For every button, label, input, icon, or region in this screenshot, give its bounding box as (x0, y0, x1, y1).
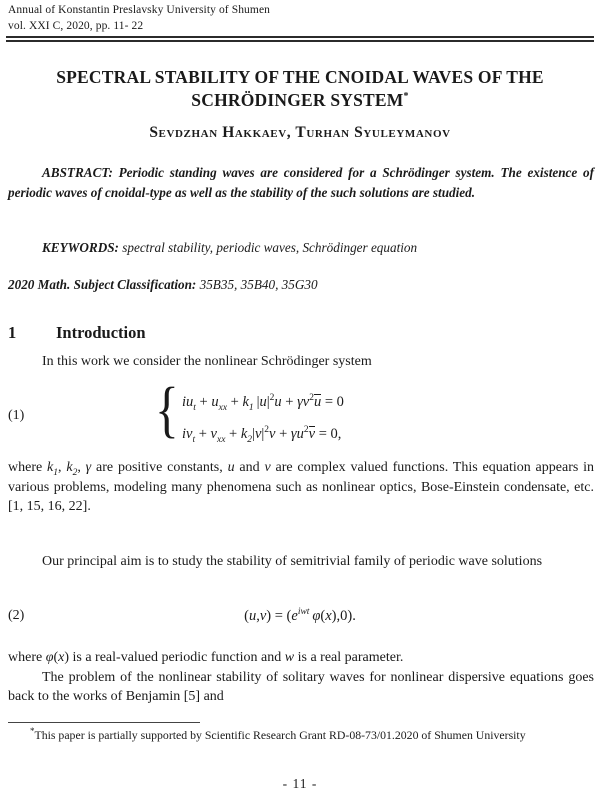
abstract-label: ABSTRACT: (42, 165, 113, 180)
abstract-text: Periodic standing waves are considered for a Schrödinger system. The existence of periodic waves of cnoidal-type as well as the stability of the such solutions are studied. (8, 165, 595, 200)
section-number: 1 (8, 323, 17, 342)
equation-1-tag: (1) (8, 408, 25, 423)
equation-1-line-2: $iv_t + v_{xx} + k_2|v|^2v + \gamma u^2v = 0$, (182, 425, 342, 445)
abstract-block (8, 163, 594, 202)
equation-1 (0, 376, 600, 450)
footnote-marker: * (30, 726, 35, 737)
page-number: - 11 - (282, 776, 318, 791)
keywords-block (8, 238, 594, 257)
equation-2-tag: (2) (8, 608, 25, 623)
header-rule-top (6, 36, 594, 38)
title-line-1: SPECTRAL STABILITY OF THE CNOIDAL WAVES OF THE (56, 67, 544, 87)
paragraph-aim: Our principal aim is to study the stability of semitrivial family of periodic wave solutions (42, 554, 543, 569)
keywords-label: KEYWORDS: (42, 240, 119, 255)
paragraph-where-1: where $k_1$, $k_2$, γ are positive constants, u and v are complex valued functions. This equation appears in various problems, modeling many phenomena such as nonlinear optics, Bose-Einstein condensate, etc. [1, 15, 16, 22]. (8, 460, 595, 515)
footnote-separator-rule (8, 722, 200, 723)
page-title (30, 66, 570, 112)
title-footnote-marker: * (403, 91, 409, 103)
paragraph-intro: In this work we consider the nonlinear Schrödinger system (42, 354, 372, 369)
footnote-block (8, 727, 594, 743)
journal-running-head (8, 2, 592, 34)
journal-volume-line: vol. XXI C, 2020, pp. 11- 22 (8, 20, 144, 32)
title-line-2: SCHRÖDINGER SYSTEM (191, 90, 404, 110)
equation-2-body: $(u,v) = (e^{iwt}$ φ(x),0). (244, 607, 356, 624)
msc-block (8, 275, 594, 294)
equation-1-line-1: $iu_t + u_{xx} + k_1$ $|u|^2u + \gamma v^2u = 0$ (182, 393, 344, 413)
header-double-rule (6, 36, 594, 42)
footnote-text: This paper is partially supported by Scientific Research Grant RD-08-73/01.2020 of Shumen University (34, 728, 526, 742)
header-rule-bottom (6, 40, 594, 42)
author-list: Sevdzhan Hakkaev, Turhan Syuleymanov (149, 124, 451, 141)
section-heading (8, 322, 594, 344)
msc-text: 35B35, 35B40, 35G30 (199, 277, 318, 292)
msc-label: 2020 Math. Subject Classification: (8, 277, 197, 292)
section-title: Introduction (56, 323, 146, 342)
paragraph-where-2: where φ(x) is a real-valued periodic function and w is a real parameter. The problem of the nonlinear stability of solitary waves for nonlinear dispersive equations goes back to the works of Benjamin [5] and (8, 650, 594, 705)
journal-name-line: Annual of Konstantin Preslavsky University of Shumen (8, 4, 271, 16)
equation-2 (0, 608, 600, 634)
equation-1-lines (182, 386, 344, 450)
equation-1-brace: { (154, 376, 179, 444)
keywords-text: spectral stability, periodic waves, Schrödinger equation (122, 240, 418, 255)
